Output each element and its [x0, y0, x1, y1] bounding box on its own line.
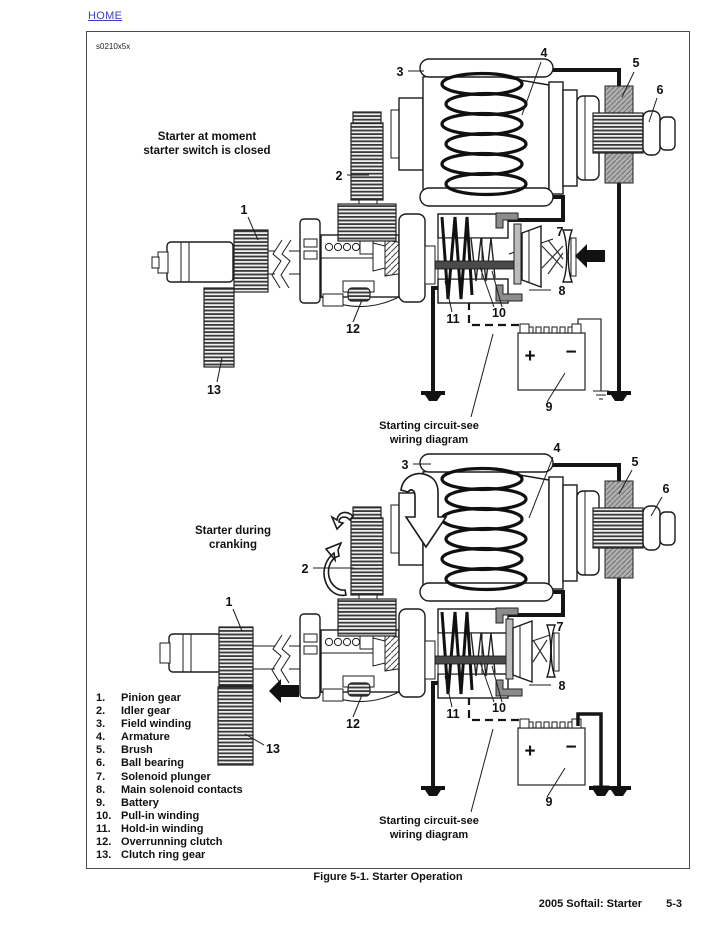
callout-2: 2 [301, 562, 309, 576]
legend-item: 13. Clutch ring gear [96, 849, 206, 862]
callout-5: 5 [632, 56, 640, 70]
legend-item: 3. Field winding [96, 718, 192, 731]
legend-item: 8. Main solenoid contacts [96, 783, 243, 796]
callout-13: 13 [207, 383, 221, 397]
callout-1: 1 [225, 595, 233, 609]
page-footer [539, 898, 682, 910]
callout-1: 1 [240, 203, 248, 217]
armature-shaft-end [167, 242, 233, 282]
figure-code: s0210x5x [96, 42, 131, 51]
figure-frame [86, 31, 690, 869]
clutch-ring-gear [204, 288, 234, 367]
solenoid-plunger-extended [514, 224, 576, 287]
figure-caption: Figure 5-1. Starter Operation [313, 871, 463, 883]
pinion-gear [234, 230, 268, 292]
callout-2: 2 [335, 169, 343, 183]
starter-diagram-2-base [231, 454, 675, 841]
legend-item: 5. Brush [96, 744, 153, 757]
rotation-arrow-icon [332, 513, 353, 529]
legend-item: 12. Overrunning clutch [96, 836, 223, 849]
callout-5: 5 [631, 455, 639, 469]
legend-item: 2. Idler gear [96, 705, 171, 718]
callout-13: 13 [266, 742, 280, 756]
callout-6: 6 [656, 83, 664, 97]
diagram2-title-line1: Starter during [194, 525, 272, 537]
home-link[interactable]: HOME [88, 10, 123, 22]
legend-item: 6. Ball bearing [96, 757, 184, 770]
callout-4: 4 [553, 441, 561, 455]
callout-4: 4 [540, 46, 548, 60]
pinion-gear [219, 627, 253, 686]
diagram1-title-line1: Starter at moment [157, 131, 257, 143]
callout-3: 3 [396, 65, 404, 79]
solenoid-plunger-retracted [506, 619, 559, 682]
parts-legend [96, 692, 243, 862]
callout-6: 6 [662, 482, 670, 496]
legend-item: 10. Pull-in winding [96, 809, 200, 822]
starter-diagram-1-base [231, 59, 675, 446]
footer-section-title: 2005 Softail: Starter [538, 898, 643, 910]
engage-arrow-icon [269, 679, 299, 703]
push-arrow-icon [575, 244, 605, 268]
footer-page-number: 5-3 [666, 898, 682, 910]
diagram1-title-line2: starter switch is closed [143, 145, 271, 157]
ground-icon [589, 786, 613, 796]
legend-item: 1. Pinion gear [96, 692, 181, 704]
rotation-arrow-icon [324, 543, 346, 595]
legend-item: 9. Battery [96, 796, 159, 809]
legend-item: 4. Armature [96, 731, 170, 744]
diagram2-title-line2: cranking [209, 539, 257, 551]
callout-3: 3 [401, 458, 409, 472]
legend-item: 7. Solenoid plunger [96, 770, 211, 783]
armature-shaft-end [169, 634, 221, 672]
legend-item: 11. Hold-in winding [96, 822, 204, 835]
